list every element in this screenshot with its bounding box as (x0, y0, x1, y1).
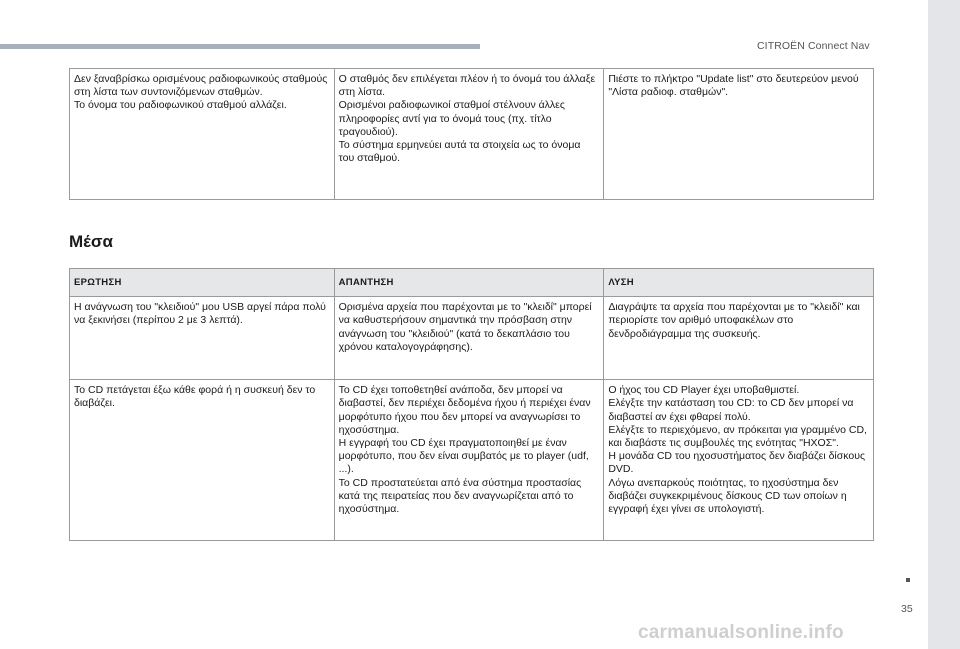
header-solution: ΛΥΣΗ (604, 269, 874, 297)
table-row (70, 69, 874, 200)
section-title: Μέσα (69, 232, 113, 251)
table-row (70, 297, 874, 380)
media-faq-table (69, 268, 874, 541)
watermark: carmanualsonline.info (638, 622, 844, 643)
answer-cell: Ο σταθμός δεν επιλέγεται πλέον ή το όνομά του άλλαξε στη λίστα. Ορισμένοι ραδιοφωνικοί σταθμοί στέλνουν άλλες πληροφορίες αντί για το όνομά τους (πχ. τίτλο τραγουδιού). Το σύστημα ερμηνεύει αυτά τα στοιχεία ως το όνομα του σταθμού. (334, 69, 604, 200)
header-question: ΕΡΩΤΗΣΗ (70, 269, 335, 297)
solution-cell: Διαγράψτε τα αρχεία που παρέχονται με το "κλειδί" και περιορίστε τον αριθμό υποφακέλων στο δενδροδιάγραμμα της συσκευής. (604, 297, 874, 380)
answer-cell: Ορισμένα αρχεία που παρέχονται με το "κλειδί" μπορεί να καθυστερήσουν σημαντικά την πρόσβαση στην ανάγνωση του "κλειδιού" (κατά το δεκαπλάσιο του χρόνου καταλογογράφησης). (334, 297, 604, 380)
solution-cell: Ο ήχος του CD Player έχει υποβαθμιστεί. Ελέγξτε την κατάσταση του CD: το CD δεν μπορεί να διαβαστεί αν έχει φθαρεί πολύ. Ελέγξτε το περιεχόμενο, αν πρόκειται για γραμμένο CD, και διαβάστε τις συμβουλές της ενότητας "ΗΧΟΣ". Η μονάδα CD του ηχοσυστήματος δεν διαβάζει δίσκους DVD. Λόγω ανεπαρκούς ποιότητας, το ηχοσύστημα δεν διαβάζει συγκεκριμένους δίσκους CD των οποίων η εγγραφή έχει γίνει σε υπολογιστή. (604, 380, 874, 541)
header-answer: ΑΠΑΝΤΗΣΗ (334, 269, 604, 297)
question-cell: Η ανάγνωση του "κλειδιού" μου USB αργεί πάρα πολύ να ξεκινήσει (περίπου 2 με 3 λεπτά). (70, 297, 335, 380)
solution-cell: Πιέστε το πλήκτρο "Update list" στο δευτερεύον μενού "Λίστα ραδιοφ. σταθμών". (604, 69, 874, 200)
question-cell: Το CD πετάγεται έξω κάθε φορά ή η συσκευή δεν το διαβάζει. (70, 380, 335, 541)
side-strip (928, 0, 960, 649)
table-header-row (70, 269, 874, 297)
header-bar (0, 44, 480, 49)
answer-cell: Το CD έχει τοποθετηθεί ανάποδα, δεν μπορεί να διαβαστεί, δεν περιέχει δεδομένα ήχου ή περιέχει έναν μορφότυπο ήχου που δεν μπορεί να αναγνωρίσει το ηχοσύστημα. Η εγγραφή του CD έχει πραγματοποιηθεί με έναν μορφότυπο, που δεν είναι συμβατός με το player (udf, ...). Το CD προστατεύεται από ένα σύστημα προστασίας κατά της πειρατείας που δεν αναγνωρίζεται από το ηχοσύστημα. (334, 380, 604, 541)
table-row (70, 380, 874, 541)
question-cell: Δεν ξαναβρίσκω ορισμένους ραδιοφωνικούς σταθμούς στη λίστα των συντονιζόμενων σταθμών. Το όνομα του ραδιοφωνικού σταθμού αλλάζει. (70, 69, 335, 200)
page-number: 35 (901, 603, 913, 615)
page-marker (906, 578, 910, 582)
brand-title: CITROËN Connect Nav (757, 40, 870, 52)
radio-faq-table (69, 68, 874, 200)
